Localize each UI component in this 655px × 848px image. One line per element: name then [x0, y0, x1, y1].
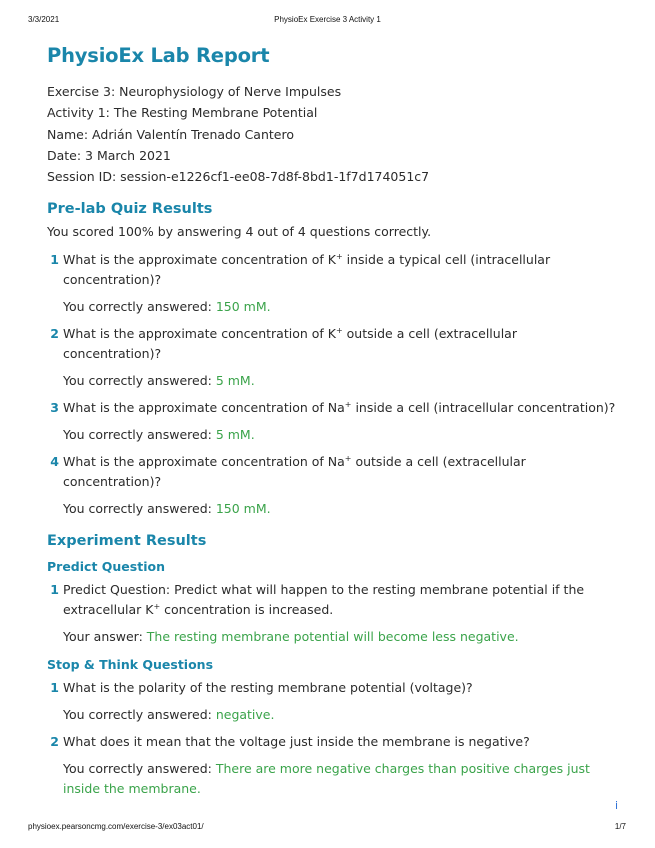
question-text: What is the approximate concentration of Na+ inside a cell (intracellular concentration)?	[63, 400, 616, 416]
name-line: Name: Adrián Valentín Trenado Cantero	[47, 126, 294, 142]
question-text: What is the polarity of the resting membrane potential (voltage)?	[63, 680, 473, 696]
prelab-score: You scored 100% by answering 4 out of 4 questions correctly.	[47, 224, 432, 240]
predict-heading: Predict Question	[47, 559, 165, 575]
question-answer: You correctly answered: negative.	[63, 707, 275, 723]
report-content	[47, 44, 617, 806]
print-page-number: 1/7	[614, 822, 626, 831]
report-meta	[47, 81, 617, 187]
session-line: Session ID: session-e1226cf1-ee08-7d8f-8bd1-1f7d174051c7	[47, 169, 430, 185]
prelab-heading: Pre-lab Quiz Results	[47, 201, 213, 218]
date-line: Date: 3 March 2021	[47, 147, 171, 163]
exercise-line: Exercise 3: Neurophysiology of Nerve Impulses	[47, 84, 342, 99]
question-number: 3	[50, 400, 59, 416]
question-answer: Your answer: The resting membrane potential will become less negative.	[63, 629, 519, 645]
stop-think-question-2	[47, 732, 617, 799]
question-answer: You correctly answered: 150 mM.	[63, 299, 271, 315]
stop-think-question-1	[47, 678, 617, 725]
prelab-question-1	[47, 250, 617, 317]
question-answer: You correctly answered: 5 mM.	[63, 427, 255, 443]
experiment-heading: Experiment Results	[47, 533, 207, 550]
question-text: What does it mean that the voltage just inside the membrane is negative?	[63, 734, 530, 750]
predict-question-1	[47, 580, 617, 647]
question-text: Predict Question: Predict what will happen to the resting membrane potential if the extracellular K+ concentration is increased.	[63, 582, 585, 618]
print-date: 3/3/2021	[28, 15, 60, 24]
info-icon[interactable]: i	[615, 799, 619, 812]
question-number: 2	[50, 326, 59, 342]
prelab-question-3	[47, 398, 617, 445]
prelab-question-2	[47, 324, 617, 391]
question-answer: You correctly answered: There are more negative charges than positive charges just inside the membrane.	[63, 761, 590, 797]
stop-think-heading: Stop & Think Questions	[47, 657, 214, 673]
question-text: What is the approximate concentration of K+ inside a typical cell (intracellular concentration)?	[63, 252, 551, 288]
question-text: What is the approximate concentration of K+ outside a cell (extracellular concentration)?	[63, 326, 517, 362]
print-url: physioex.pearsoncmg.com/exercise-3/ex03act01/	[28, 822, 204, 831]
question-number: 4	[50, 454, 59, 470]
print-title: PhysioEx Exercise 3 Activity 1	[274, 15, 381, 24]
prelab-question-4	[47, 452, 617, 519]
question-number: 2	[50, 734, 59, 750]
question-number: 1	[50, 680, 59, 696]
question-number: 1	[50, 582, 59, 598]
question-text: What is the approximate concentration of Na+ outside a cell (extracellular concentration)?	[63, 454, 526, 490]
question-answer: You correctly answered: 5 mM.	[63, 373, 255, 389]
question-answer: You correctly answered: 150 mM.	[63, 501, 271, 517]
question-number: 1	[50, 252, 59, 268]
activity-line: Activity 1: The Resting Membrane Potential	[47, 105, 318, 121]
report-title: PhysioEx Lab Report	[47, 44, 270, 67]
